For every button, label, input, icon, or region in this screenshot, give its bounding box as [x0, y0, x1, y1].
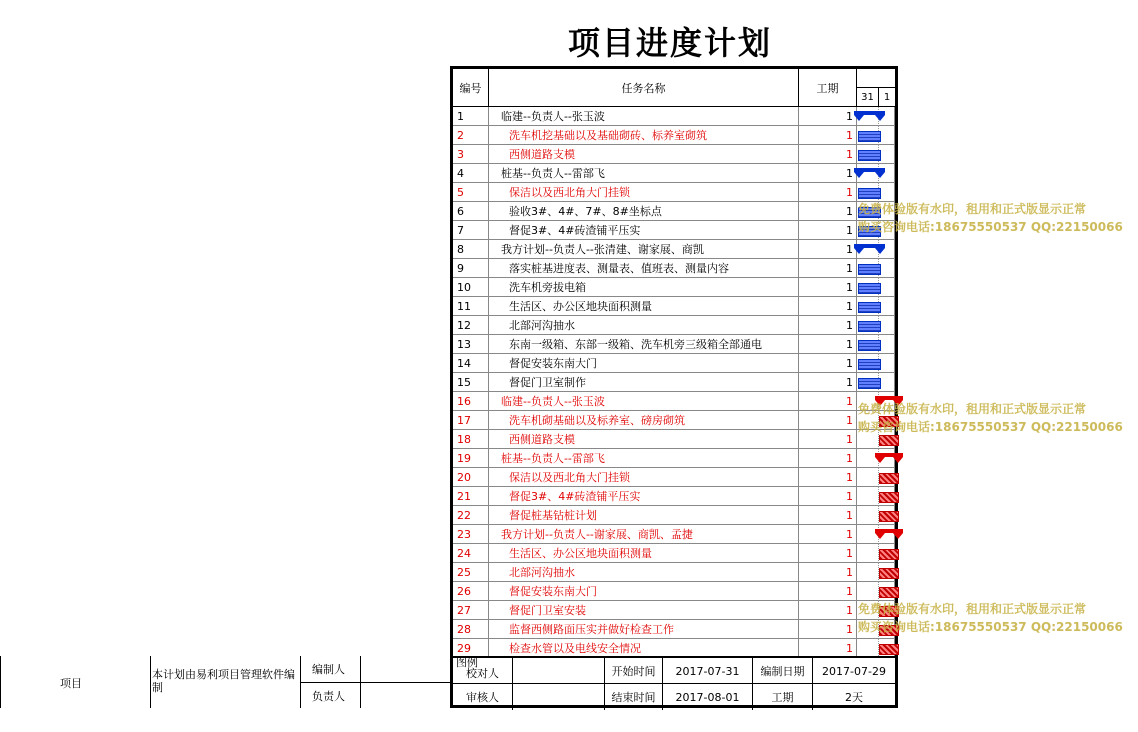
task-name[interactable]: 临建--负责人--张玉波 [489, 392, 799, 411]
task-duration: 1 [799, 449, 857, 468]
divider [300, 682, 450, 683]
task-row[interactable] [453, 544, 895, 563]
task-name[interactable]: 东南一级箱、东部一级箱、洗车机旁三级箱全部通电 [489, 335, 799, 354]
task-name[interactable]: 监督西侧路面压实并做好检查工作 [489, 620, 799, 639]
task-name[interactable]: 北部河沟抽水 [489, 316, 799, 335]
task-row[interactable] [453, 601, 895, 620]
task-row[interactable] [453, 582, 895, 601]
task-number: 18 [453, 430, 489, 449]
start-label: 开始时间 [605, 658, 663, 684]
task-number: 16 [453, 392, 489, 411]
task-duration: 1 [799, 544, 857, 563]
task-bar[interactable] [858, 131, 881, 142]
task-bar[interactable] [879, 492, 899, 503]
task-name[interactable]: 生活区、办公区地块面积测量 [489, 297, 799, 316]
watermark [858, 200, 1123, 236]
gantt-cell-day-1 [879, 373, 895, 392]
task-number: 21 [453, 487, 489, 506]
watermark-line1: 免费体验版有水印，租用和正式版显示正常 [858, 202, 1087, 216]
task-duration: 1 [799, 411, 857, 430]
watermark-line2: 购买咨询电话:18675550537 QQ:22150066 [858, 420, 1123, 434]
task-duration: 1 [799, 183, 857, 202]
task-duration: 1 [799, 639, 857, 658]
task-number: 26 [453, 582, 489, 601]
gantt-cell-day-1 [879, 126, 895, 145]
reviewer-label: 审核人 [453, 684, 513, 710]
task-row[interactable] [453, 506, 895, 525]
task-bar[interactable] [858, 359, 881, 370]
task-duration: 1 [799, 202, 857, 221]
summary-bar-end-icon [854, 115, 864, 121]
task-name[interactable]: 督促3#、4#砖渣铺平压实 [489, 487, 799, 506]
task-number: 6 [453, 202, 489, 221]
task-name[interactable]: 洗车机挖基础以及基础砌砖、标养室砌筑 [489, 126, 799, 145]
task-name[interactable]: 桩基--负责人--雷部飞 [489, 449, 799, 468]
task-duration: 1 [799, 145, 857, 164]
gantt-cell-day-1 [879, 278, 895, 297]
task-duration: 1 [799, 582, 857, 601]
task-duration: 1 [799, 506, 857, 525]
task-row[interactable] [453, 335, 895, 354]
watermark-line2: 购买咨询电话:18675550537 QQ:22150066 [858, 220, 1123, 234]
task-duration: 1 [799, 487, 857, 506]
task-name[interactable]: 保洁以及西北角大门挂锁 [489, 183, 799, 202]
task-name[interactable]: 临建--负责人--张玉波 [489, 107, 799, 126]
task-duration: 1 [799, 601, 857, 620]
task-name[interactable]: 督促安装东南大门 [489, 354, 799, 373]
col-header-duration: 工期 [799, 69, 857, 107]
software-note: 本计划由易利项目管理软件编制 [152, 668, 295, 694]
task-row[interactable] [453, 354, 895, 373]
task-row[interactable] [453, 107, 895, 126]
checker-value [513, 658, 605, 684]
gantt-day-31: 31 [857, 88, 879, 107]
task-name[interactable]: 洗车机旁拔电箱 [489, 278, 799, 297]
task-number: 11 [453, 297, 489, 316]
task-bar[interactable] [879, 587, 899, 598]
duration-value: 2天 [845, 691, 863, 704]
task-row[interactable] [453, 145, 895, 164]
task-name[interactable]: 洗车机砌基础以及标养室、磅房砌筑 [489, 411, 799, 430]
task-bar[interactable] [858, 188, 881, 199]
end-value: 2017-08-01 [663, 684, 753, 710]
task-duration: 1 [799, 278, 857, 297]
divider [360, 656, 361, 708]
task-number: 13 [453, 335, 489, 354]
task-number: 15 [453, 373, 489, 392]
task-number: 12 [453, 316, 489, 335]
task-bar[interactable] [858, 264, 881, 275]
task-duration: 1 [799, 373, 857, 392]
task-name[interactable]: 西侧道路支模 [489, 430, 799, 449]
task-bar[interactable] [879, 511, 899, 522]
task-name[interactable]: 生活区、办公区地块面积测量 [489, 544, 799, 563]
task-name[interactable]: 保洁以及西北角大门挂锁 [489, 468, 799, 487]
task-bar[interactable] [858, 150, 881, 161]
task-duration: 1 [799, 107, 857, 126]
task-row[interactable] [453, 202, 895, 221]
task-bar[interactable] [879, 568, 899, 579]
task-bar[interactable] [858, 302, 881, 313]
footer-row-1 [453, 656, 895, 684]
task-row[interactable] [453, 392, 895, 411]
watermark [858, 400, 1123, 436]
gantt-cell-day-31 [857, 544, 879, 563]
checker-text: 校对人 [466, 667, 499, 680]
checker-label [453, 658, 513, 684]
gantt-cell-day-1 [879, 316, 895, 335]
task-number: 22 [453, 506, 489, 525]
task-row[interactable] [453, 278, 895, 297]
task-duration: 1 [799, 297, 857, 316]
task-number: 5 [453, 183, 489, 202]
task-number: 17 [453, 411, 489, 430]
summary-bar-end-icon [875, 248, 885, 254]
left-border [0, 656, 1, 708]
watermark-line1: 免费体验版有水印，租用和正式版显示正常 [858, 602, 1087, 616]
task-name[interactable]: 我方计划--负责人--张清建、谢家展、商凯 [489, 240, 799, 259]
divider [150, 656, 151, 708]
author-label: 编制人 [312, 663, 345, 676]
col-header-name: 任务名称 [489, 69, 799, 107]
end-label: 结束时间 [605, 684, 663, 710]
task-row[interactable] [453, 525, 895, 544]
project-label: 项目 [60, 677, 82, 690]
task-duration: 1 [799, 525, 857, 544]
task-row[interactable] [453, 259, 895, 278]
task-duration: 1 [799, 620, 857, 639]
summary-bar-end-icon [854, 172, 864, 178]
gantt-cell-day-1 [879, 354, 895, 373]
col-header-num: 编号 [453, 69, 489, 107]
task-duration: 1 [799, 354, 857, 373]
task-number: 4 [453, 164, 489, 183]
summary-bar-end-icon [875, 457, 885, 463]
task-row[interactable] [453, 563, 895, 582]
task-number: 2 [453, 126, 489, 145]
task-row[interactable] [453, 487, 895, 506]
task-row[interactable] [453, 240, 895, 259]
task-number: 3 [453, 145, 489, 164]
summary-bar-end-icon [893, 533, 903, 539]
task-bar[interactable] [858, 378, 881, 389]
task-row[interactable] [453, 164, 895, 183]
task-number: 7 [453, 221, 489, 240]
task-number: 23 [453, 525, 489, 544]
task-row[interactable] [453, 468, 895, 487]
gantt-header-top [857, 69, 895, 88]
gantt-table [450, 66, 898, 708]
task-duration: 1 [799, 335, 857, 354]
task-row[interactable] [453, 430, 895, 449]
task-number: 14 [453, 354, 489, 373]
start-value: 2017-07-31 [663, 658, 753, 684]
owner-label: 负责人 [312, 690, 345, 703]
summary-bar-end-icon [875, 115, 885, 121]
gantt-cell-day-31 [857, 487, 879, 506]
task-row[interactable] [453, 126, 895, 145]
task-number: 20 [453, 468, 489, 487]
task-bar[interactable] [879, 435, 899, 446]
watermark-line1: 免费体验版有水印，租用和正式版显示正常 [858, 402, 1087, 416]
task-number: 25 [453, 563, 489, 582]
task-name[interactable]: 我方计划--负责人--谢家展、商凯、孟捷 [489, 525, 799, 544]
watermark [858, 600, 1123, 636]
gantt-cell-day-1 [879, 335, 895, 354]
task-name[interactable]: 桩基--负责人--雷部飞 [489, 164, 799, 183]
task-row[interactable] [453, 373, 895, 392]
task-row[interactable] [453, 620, 895, 639]
watermark-line2: 购买咨询电话:18675550537 QQ:22150066 [858, 620, 1123, 634]
task-number: 19 [453, 449, 489, 468]
task-row[interactable] [453, 411, 895, 430]
task-duration: 1 [799, 164, 857, 183]
task-bar[interactable] [858, 283, 881, 294]
task-name[interactable]: 落实桩基进度表、测量表、值班表、测量内容 [489, 259, 799, 278]
summary-bar-end-icon [875, 533, 885, 539]
task-row[interactable] [453, 449, 895, 468]
summary-bar-end-icon [854, 248, 864, 254]
task-duration: 1 [799, 259, 857, 278]
task-row[interactable] [453, 221, 895, 240]
task-name[interactable]: 督促门卫室安装 [489, 601, 799, 620]
task-name[interactable]: 检查水管以及电线安全情况 [489, 639, 799, 658]
task-duration: 1 [799, 468, 857, 487]
page-title: 项目进度计划 [567, 24, 772, 62]
task-number: 10 [453, 278, 489, 297]
task-number: 24 [453, 544, 489, 563]
gantt-cell-day-31 [857, 506, 879, 525]
duration-label: 工期 [753, 684, 813, 710]
task-name[interactable]: 督促桩基钻桩计划 [489, 506, 799, 525]
reviewer-value [513, 684, 605, 710]
summary-bar-end-icon [875, 172, 885, 178]
gantt-cell-day-31 [857, 468, 879, 487]
gantt-cell-day-1 [879, 145, 895, 164]
task-bar[interactable] [879, 473, 899, 484]
created-value: 2017-07-29 [822, 664, 886, 678]
task-duration: 1 [799, 430, 857, 449]
task-name[interactable]: 督促安装东南大门 [489, 582, 799, 601]
task-row[interactable] [453, 316, 895, 335]
legend-label: 图例 [456, 656, 478, 669]
project-info-table [0, 656, 450, 708]
task-duration: 1 [799, 392, 857, 411]
gantt-cell-day-31 [857, 582, 879, 601]
task-duration: 1 [799, 316, 857, 335]
task-number: 8 [453, 240, 489, 259]
task-row[interactable] [453, 297, 895, 316]
task-number: 1 [453, 107, 489, 126]
task-bar[interactable] [858, 321, 881, 332]
task-bar[interactable] [879, 644, 899, 655]
task-name[interactable]: 北部河沟抽水 [489, 563, 799, 582]
task-name[interactable]: 西侧道路支模 [489, 145, 799, 164]
gantt-day-1: 1 [883, 92, 891, 103]
task-duration: 1 [799, 221, 857, 240]
task-bar[interactable] [858, 340, 881, 351]
task-row[interactable] [453, 183, 895, 202]
gantt-cell-day-1 [879, 259, 895, 278]
task-name[interactable]: 督促3#、4#砖渣铺平压实 [489, 221, 799, 240]
task-duration: 1 [799, 563, 857, 582]
task-name[interactable]: 验收3#、4#、7#、8#坐标点 [489, 202, 799, 221]
gantt-cell-day-31 [857, 563, 879, 582]
gantt-cell-day-1 [879, 297, 895, 316]
summary-bar-end-icon [893, 457, 903, 463]
task-number: 27 [453, 601, 489, 620]
task-duration: 1 [799, 126, 857, 145]
task-name[interactable]: 督促门卫室制作 [489, 373, 799, 392]
task-duration: 1 [799, 240, 857, 259]
footer-row-2 [453, 683, 895, 710]
created-label: 编制日期 [753, 658, 813, 684]
task-number: 29 [453, 639, 489, 658]
task-bar[interactable] [879, 549, 899, 560]
task-number: 28 [453, 620, 489, 639]
task-number: 9 [453, 259, 489, 278]
